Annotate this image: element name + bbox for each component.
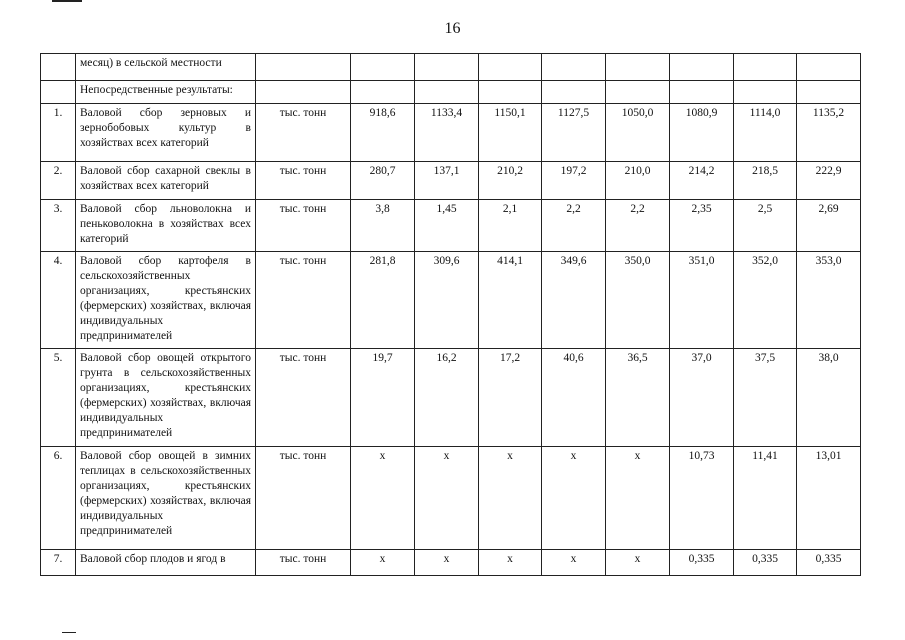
unit-cell: тыс. тонн: [256, 162, 351, 200]
value-cell: х: [606, 447, 670, 550]
indicator-name-cell: Валовой сбор зерновых и зернобобовых культур в хозяйствах всех категорий: [76, 104, 256, 162]
value-cell: 309,6: [415, 252, 479, 349]
value-cell: [606, 81, 670, 104]
value-cell: 40,6: [542, 349, 606, 447]
table-row: [41, 550, 861, 576]
value-cell: 349,6: [542, 252, 606, 349]
value-cell: 222,9: [797, 162, 861, 200]
indicator-name-cell: Валовой сбор плодов и ягод в: [76, 550, 256, 576]
value-cell: 1080,9: [670, 104, 734, 162]
value-cell: х: [415, 550, 479, 576]
unit-cell: тыс. тонн: [256, 252, 351, 349]
value-cell: [797, 81, 861, 104]
indicator-name-cell: Валовой сбор картофеля в сельскохозяйственных организациях, крестьянских (фермерских) хозяйствах, включая индивидуальных предпринимателей: [76, 252, 256, 349]
value-cell: [415, 81, 479, 104]
row-index-cell: [41, 81, 76, 104]
unit-cell: [256, 54, 351, 81]
indicator-name-cell: Валовой сбор овощей в зимних теплицах в сельскохозяйственных организациях, крестьянских (фермерских) хозяйствах, включая индивидуальных предпринимателей: [76, 447, 256, 550]
value-cell: 137,1: [415, 162, 479, 200]
value-cell: 1150,1: [479, 104, 542, 162]
value-cell: х: [479, 550, 542, 576]
value-cell: 1,45: [415, 200, 479, 252]
value-cell: х: [542, 447, 606, 550]
value-cell: [670, 54, 734, 81]
value-cell: 0,335: [734, 550, 797, 576]
value-cell: х: [479, 447, 542, 550]
value-cell: [797, 54, 861, 81]
value-cell: 1133,4: [415, 104, 479, 162]
table-row: [41, 162, 861, 200]
unit-cell: тыс. тонн: [256, 104, 351, 162]
value-cell: х: [542, 550, 606, 576]
value-cell: 0,335: [797, 550, 861, 576]
value-cell: 353,0: [797, 252, 861, 349]
row-index-cell: 6.: [41, 447, 76, 550]
value-cell: 13,01: [797, 447, 861, 550]
value-cell: 281,8: [351, 252, 415, 349]
value-cell: 11,41: [734, 447, 797, 550]
row-index-cell: 7.: [41, 550, 76, 576]
indicator-name-cell: Валовой сбор овощей открытого грунта в сельскохозяйственных организациях, крестьянских (фермерских) хозяйствах, включая индивидуальных предпринимателей: [76, 349, 256, 447]
unit-cell: тыс. тонн: [256, 550, 351, 576]
table-row: [41, 104, 861, 162]
data-table: [40, 53, 861, 576]
value-cell: 16,2: [415, 349, 479, 447]
scan-artifact-top: [52, 0, 82, 2]
row-index-cell: 3.: [41, 200, 76, 252]
value-cell: х: [415, 447, 479, 550]
value-cell: 2,5: [734, 200, 797, 252]
value-cell: 2,2: [542, 200, 606, 252]
scan-artifact-bottom: [62, 632, 76, 633]
value-cell: 1050,0: [606, 104, 670, 162]
row-index-cell: 2.: [41, 162, 76, 200]
row-index-cell: 5.: [41, 349, 76, 447]
value-cell: [351, 81, 415, 104]
value-cell: [479, 81, 542, 104]
value-cell: 414,1: [479, 252, 542, 349]
value-cell: 1135,2: [797, 104, 861, 162]
value-cell: 2,1: [479, 200, 542, 252]
value-cell: [542, 81, 606, 104]
value-cell: [351, 54, 415, 81]
value-cell: 280,7: [351, 162, 415, 200]
value-cell: [670, 81, 734, 104]
indicator-name-cell: Валовой сбор сахарной свеклы в хозяйствах всех категорий: [76, 162, 256, 200]
value-cell: 36,5: [606, 349, 670, 447]
value-cell: 350,0: [606, 252, 670, 349]
value-cell: 918,6: [351, 104, 415, 162]
value-cell: 2,69: [797, 200, 861, 252]
value-cell: [542, 54, 606, 81]
value-cell: 197,2: [542, 162, 606, 200]
value-cell: 2,2: [606, 200, 670, 252]
value-cell: 38,0: [797, 349, 861, 447]
value-cell: 19,7: [351, 349, 415, 447]
value-cell: 3,8: [351, 200, 415, 252]
unit-cell: тыс. тонн: [256, 200, 351, 252]
table-row: [41, 349, 861, 447]
value-cell: 0,335: [670, 550, 734, 576]
unit-cell: тыс. тонн: [256, 447, 351, 550]
value-cell: 210,0: [606, 162, 670, 200]
page-number: 16: [444, 20, 461, 37]
value-cell: 2,35: [670, 200, 734, 252]
unit-cell: тыс. тонн: [256, 349, 351, 447]
indicator-name-cell: месяц) в сельской местности: [76, 54, 256, 81]
value-cell: [734, 54, 797, 81]
value-cell: [415, 54, 479, 81]
row-index-cell: 1.: [41, 104, 76, 162]
value-cell: 37,0: [670, 349, 734, 447]
value-cell: 1114,0: [734, 104, 797, 162]
row-index-cell: 4.: [41, 252, 76, 349]
value-cell: 210,2: [479, 162, 542, 200]
value-cell: 352,0: [734, 252, 797, 349]
value-cell: 1127,5: [542, 104, 606, 162]
row-index-cell: [41, 54, 76, 81]
value-cell: 218,5: [734, 162, 797, 200]
value-cell: 37,5: [734, 349, 797, 447]
table-row: [41, 252, 861, 349]
table-row: [41, 81, 861, 104]
value-cell: [606, 54, 670, 81]
value-cell: 351,0: [670, 252, 734, 349]
unit-cell: [256, 81, 351, 104]
value-cell: 10,73: [670, 447, 734, 550]
indicator-name-cell: Непосредственные результаты:: [76, 81, 256, 104]
table-row: [41, 200, 861, 252]
value-cell: х: [351, 550, 415, 576]
value-cell: [479, 54, 542, 81]
value-cell: [734, 81, 797, 104]
table-row: [41, 447, 861, 550]
value-cell: х: [606, 550, 670, 576]
value-cell: х: [351, 447, 415, 550]
indicator-name-cell: Валовой сбор льноволокна и пеньковолокна в хозяйствах всех категорий: [76, 200, 256, 252]
value-cell: 17,2: [479, 349, 542, 447]
value-cell: 214,2: [670, 162, 734, 200]
table-row: [41, 54, 861, 81]
